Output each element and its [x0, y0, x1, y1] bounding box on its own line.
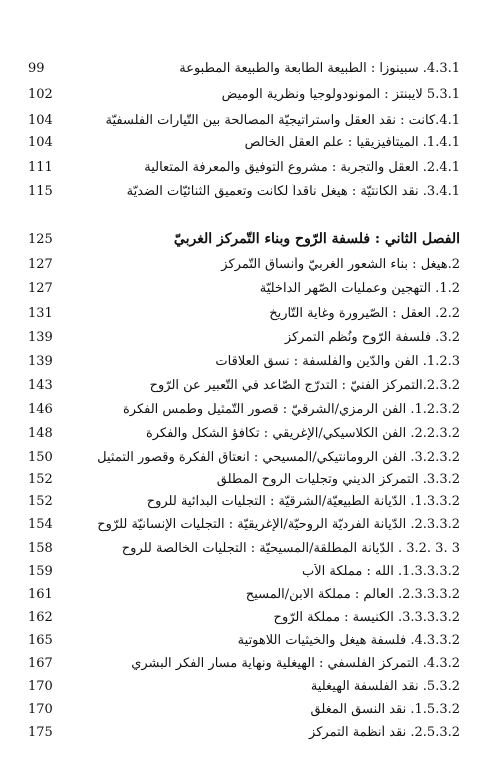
toc-entry: [28, 490, 460, 512]
toc-entry: [28, 326, 460, 348]
toc-entry-title: 1.2.3. الفن والدّين والفلسفة : نسق العلاقات: [215, 353, 460, 369]
toc-entry: [28, 629, 460, 651]
toc-entry-title: 2.2.3.2. الفن الكلاسيكي/الإغريقي : تكافؤ الشكل والفكرة: [145, 425, 460, 441]
toc-page-number: 131: [28, 305, 53, 321]
toc-entry-title: 2.2. العقل : الصّيرورة وغاية التّاريخ: [269, 305, 460, 321]
toc-entry-title: 1.5.3.2. نقد النسق المغلق: [310, 701, 460, 717]
toc-entry: [28, 277, 460, 299]
toc-entry: [28, 606, 460, 628]
toc-entry-title: 2.هيغل : بناء الشعور الغربيّ وأنساق التّمركز: [221, 256, 460, 272]
toc-entry: [28, 156, 460, 178]
toc-entry: [28, 302, 460, 324]
toc-page-number: 175: [28, 724, 53, 740]
toc-page-number: 104: [28, 112, 53, 128]
toc-page-number: 148: [28, 425, 53, 441]
toc-page-number: 162: [28, 609, 53, 625]
toc-page-number: 127: [28, 256, 53, 272]
toc-entry: [28, 698, 460, 720]
toc-entry: [28, 721, 460, 743]
toc-page-number: 102: [28, 86, 53, 102]
toc-entry-title: 3.2.3.2. الفن الرومانتيكي/المسيحي : انعتاق الفكرة وقصور التمثيل: [97, 449, 460, 465]
toc-entry: [28, 350, 460, 372]
toc-entry: [28, 652, 460, 674]
toc-page-number: 159: [28, 563, 53, 579]
toc-entry: [28, 109, 460, 131]
toc-page-number: 152: [28, 471, 53, 487]
toc-entry: [28, 513, 460, 535]
toc-entry: [28, 374, 460, 396]
toc-entry-title: 4.3.3.2. فلسفة هيغل والخيثيات اللاهوتية: [237, 632, 460, 648]
toc-entry-title: 3.3.2. التمركز الديني وتجلّيات الروح المطلق: [216, 471, 460, 487]
toc-page-number: 99: [28, 60, 45, 76]
toc-entry: [28, 253, 460, 275]
toc-chapter-heading: [28, 228, 460, 250]
toc-entry-title: 3 .3 .3.2 . الدّيانة المطلقة/المسيحيّة : التجلّيات الخالصة للروح: [121, 540, 460, 556]
toc-entry-title: 4.3.1. سبينوزا : الطبيعة الطابعة والطبيعة المطبوعة: [179, 60, 460, 76]
toc-page-number: 146: [28, 401, 53, 417]
toc-page-number: 115: [28, 183, 53, 199]
toc-entry-title: 1.3.3.3.2. الله : مملكة الأب: [302, 563, 460, 579]
toc-page-number: 165: [28, 632, 53, 648]
toc-page-number: 152: [28, 493, 53, 509]
toc-page-number: 127: [28, 280, 53, 296]
toc-page-number: 125: [28, 231, 53, 247]
toc-entry-title: 4.1.كانت : نقد العقل واستراتيجيّة المصالحة بين التّيارات الفلسفيّة: [105, 112, 460, 128]
toc-page-number: 158: [28, 540, 53, 556]
toc-entry: [28, 446, 460, 468]
toc-entry-title: 2.3.3.2. الدّيانة الفرديّة الروحيّة/الإغريقيّة : التجليات الإنسانيّة للرّوح: [97, 516, 460, 532]
toc-entry-title: 1.4.1. الميتافيزيقيا : علم العقل الخالص: [244, 134, 460, 150]
toc-entry: [28, 398, 460, 420]
toc-page-number: 139: [28, 353, 53, 369]
toc-entry-title: 2.5.3.2. نقد أنظمة التمركز: [309, 724, 460, 740]
toc-page-number: 161: [28, 586, 53, 602]
toc-page-number: 170: [28, 701, 53, 717]
toc-page-number: 170: [28, 678, 53, 694]
toc-page-number: 150: [28, 449, 53, 465]
toc-page-number: 104: [28, 134, 53, 150]
toc-entry: [28, 560, 460, 582]
toc-entry-title: 2.3.2.التمركز الفنيّ : التدرّج الصّاعد في التّعبير عن الرّوح: [149, 377, 460, 393]
toc-entry: [28, 180, 460, 202]
toc-entry: [28, 422, 460, 444]
toc-entry-title: 3.4.1. نقد الكانتيّة : هيغل ناقداً لكانت وتعميق الثنائيّات الضديّة: [126, 183, 460, 199]
toc-page-number: 111: [28, 159, 53, 175]
toc-chapter-title: الفصل الثاني : فلسفة الرّوح وبناء التّمركز الغربيّ: [173, 231, 460, 247]
toc-entry: [28, 131, 460, 153]
toc-entry-title: 1.3.3.2. الدّيانة الطّبيعيّة/الشرقيّة : التجلّيات البدائية للروح: [146, 493, 460, 509]
toc-entry-title: 1.2. التهجين وعمليات الصّهر الداخليّة: [259, 280, 460, 296]
toc-entry-title: 3.3.3.3.2. الكنيسة : مملكة الرّوح: [273, 609, 460, 625]
toc-entry-title: 4.3.2. التمركز الفلسفي : الهيغلية ونهاية مسار الفكر البشري: [131, 655, 460, 671]
toc-page-number: 143: [28, 377, 53, 393]
toc-entry-title: 1.2.3.2. الفن الرمزي/الشرقيّ : قصور التّمثيل وطمس الفكرة: [122, 401, 460, 417]
toc-entry: [28, 468, 460, 490]
toc-entry: [28, 583, 460, 605]
toc-entry-title: 2.4.1. العقل والتجربة : مشروع التوفيق والمعرفة المتعالية: [144, 159, 460, 175]
toc-page-number: 167: [28, 655, 53, 671]
toc-entry: [28, 675, 460, 697]
toc-entry: [28, 57, 460, 79]
toc-entry: [28, 537, 460, 559]
toc-entry-title: 5.3.2. نقد الفلسفة الهيغلية: [310, 678, 460, 694]
toc-entry: [28, 83, 460, 105]
toc-entry-title: 3.2. فلسفة الرّوح ونُظم التمركز: [284, 329, 460, 345]
toc-entry-title: 2.3.3.3.2. العالم : مملكة الابن/المسيح: [245, 586, 460, 602]
toc-entry-title: 5.3.1 لايبنتز : المونودولوجيا ونظرية الوميض: [221, 86, 460, 102]
toc-page-number: 139: [28, 329, 53, 345]
toc-page-number: 154: [28, 516, 53, 532]
